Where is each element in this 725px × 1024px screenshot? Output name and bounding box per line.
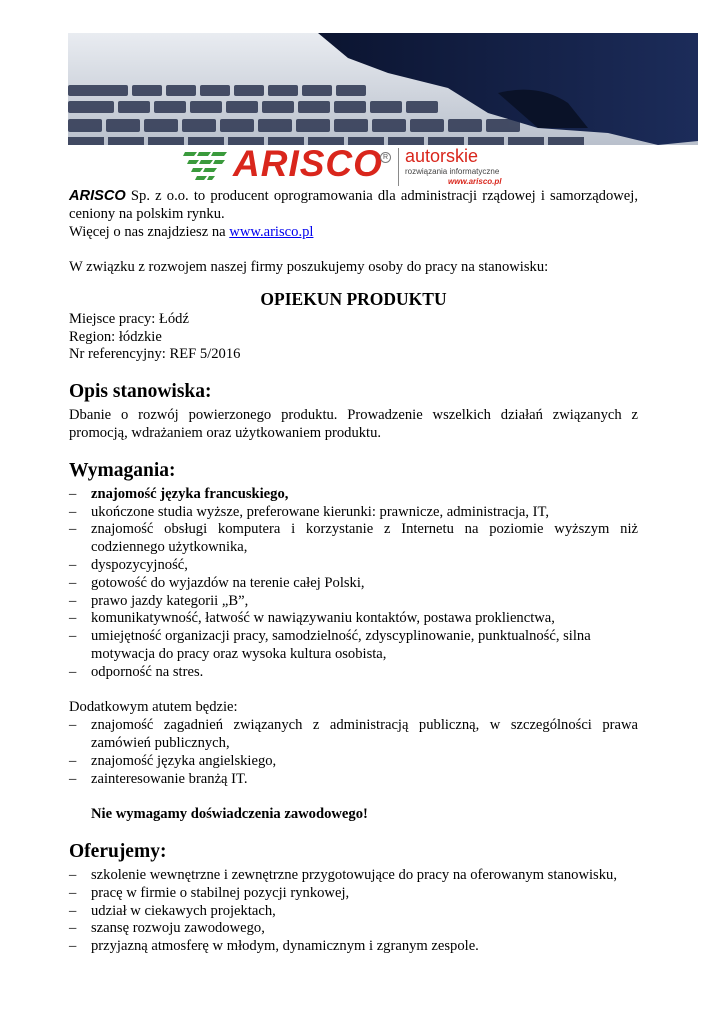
- company-intro-text: Sp. z o.o. to producent oprogramowania dla administracji rządowej i samorządowej, ceniony na polskim rynku.: [69, 188, 638, 222]
- job-region: Region: łódzkie: [69, 328, 162, 345]
- list-item: – pracę w firmie o stabilnej pozycji rynkowej,: [69, 884, 350, 901]
- bonus-heading: Dodatkowym atutem będzie:: [69, 699, 238, 716]
- more-info-line: [69, 224, 638, 242]
- company-name: ARISCO: [69, 188, 126, 204]
- list-item: – ukończone studia wyższe, preferowane kierunki: prawnicze, administracja, IT,: [69, 503, 550, 520]
- arisco-leaf-icon: [183, 148, 229, 186]
- list-item: – prawo jazdy kategorii „B”,: [69, 592, 249, 609]
- offer-list: [69, 867, 638, 956]
- list-item: – znajomość języka francuskiego,: [69, 485, 289, 502]
- list-item: – zainteresowanie branżą IT.: [69, 770, 248, 787]
- list-item: – znajomość obsługi komputera i korzystanie z Internetu na poziomie wyższym niż codziennego użytkownika,: [69, 521, 638, 556]
- bullet-dash: –: [69, 902, 77, 919]
- list-item: – szansę rozwoju zawodowego,: [69, 920, 265, 937]
- bullet-dash: –: [69, 663, 77, 680]
- list-item: – znajomość języka angielskiego,: [69, 752, 277, 769]
- logo-url: www.arisco.pl: [448, 177, 502, 186]
- bullet-dash: –: [69, 556, 77, 573]
- bullet-dash: –: [69, 938, 77, 955]
- bonus-list: [69, 717, 638, 788]
- no-experience-note: Nie wymagamy doświadczenia zawodowego!: [91, 806, 368, 823]
- bullet-dash: –: [69, 628, 77, 645]
- keyboard-illustration: [68, 33, 698, 145]
- arisco-wordmark: ARISCO: [233, 143, 383, 184]
- list-item: – komunikatywność, łatwość w nawiązywaniu kontaktów, postawa proklienctwa,: [69, 610, 555, 627]
- registered-mark: R: [380, 152, 391, 163]
- list-item: – znajomość zagadnień związanych z administracją publiczną, w szczególności prawa zamówień publicznych,: [69, 717, 638, 751]
- bullet-dash: –: [69, 503, 77, 520]
- hiring-statement: W związku z rozwojem naszej firmy poszukujemy osoby do pracy na stanowisku:: [69, 259, 549, 276]
- list-item: – umiejętność organizacji pracy, samodzielność, zdyscyplinowanie, punktualność, silna motywacja do pracy oraz wysoka kultura osobista,: [69, 628, 591, 662]
- arisco-logo: [183, 143, 523, 188]
- list-item: – dyspozycyjność,: [69, 556, 188, 573]
- bullet-dash: –: [69, 521, 77, 538]
- keyboard-banner-image: [68, 33, 698, 145]
- job-offer-document: [69, 188, 638, 956]
- company-intro: [69, 188, 638, 224]
- bullet-dash: –: [69, 770, 77, 787]
- bullet-dash: –: [69, 752, 77, 769]
- bullet-dash: –: [69, 574, 77, 591]
- bullet-dash: –: [69, 884, 77, 901]
- list-item: – gotowość do wyjazdów na terenie całej Polski,: [69, 574, 365, 591]
- bullet-dash: –: [69, 866, 77, 883]
- company-website-link[interactable]: www.arisco.pl: [229, 223, 314, 240]
- bullet-dash: –: [69, 610, 77, 627]
- bullet-dash: –: [69, 920, 77, 937]
- bullet-dash: –: [69, 717, 77, 734]
- list-item: – przyjazną atmosferę w młodym, dynamicznym i zgranym zespole.: [69, 938, 479, 955]
- description-text: Dbanie o rozwój powierzonego produktu. Prowadzenie wszelkich działań związanych z promocją, wdrażaniem oraz użytkowaniem produktu.: [69, 407, 638, 441]
- job-location: Miejsce pracy: Łódź: [69, 310, 189, 327]
- list-item: – szkolenie wewnętrzne i zewnętrzne przygotowujące do pracy na oferowanym stanowisku,: [69, 866, 617, 883]
- logo-divider: [398, 148, 399, 186]
- description-heading: Opis stanowiska:: [69, 381, 212, 403]
- bullet-dash: –: [69, 592, 77, 609]
- bullet-dash: –: [69, 485, 77, 502]
- offer-heading: Oferujemy:: [69, 840, 167, 862]
- list-item: – udział w ciekawych projektach,: [69, 902, 276, 919]
- logo-tagline-bottom: rozwiązania informatyczne: [405, 167, 500, 176]
- requirements-heading: Wymagania:: [69, 459, 176, 481]
- job-reference: Nr referencyjny: REF 5/2016: [69, 346, 241, 363]
- list-item: – odporność na stres.: [69, 663, 204, 680]
- requirements-list: [69, 486, 638, 682]
- logo-tagline-top: autorskie: [405, 146, 479, 166]
- job-title: OPIEKUN PRODUKTU: [260, 288, 447, 309]
- more-info-prefix: Więcej o nas znajdziesz na: [69, 223, 230, 240]
